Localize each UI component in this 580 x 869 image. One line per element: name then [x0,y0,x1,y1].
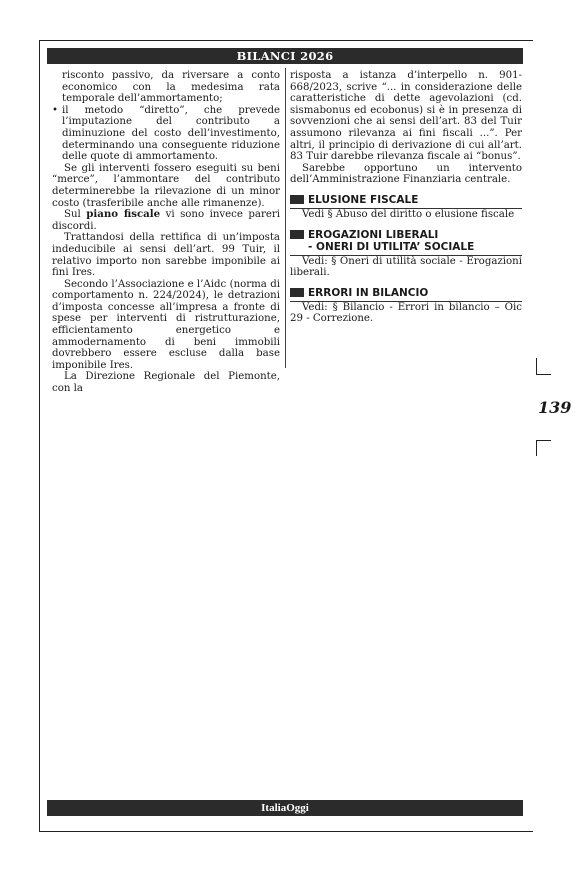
publisher-footer: ItaliaOggi [47,800,523,816]
margin-mark [536,440,551,441]
bullet-item [52,105,280,163]
bullet-text: il metodo “diretto”, che prevede l’imputazione del contributo a diminuzione del costo dell’investimento, determinando una conseguente riduzione delle quote di ammortamento. [62,104,280,163]
section-title-line: - ONERI DI UTILITA’ SOCIALE [308,240,475,253]
paragraph: Trattandosi della rettifica di un’imposta indeducibile ai sensi dell’art. 99 Tuir, il relativo importo non sarebbe imponibile ai fini Ires. [52,232,280,279]
left-column [52,70,280,395]
section-title-text: ELUSIONE FISCALE [308,193,419,206]
text-run: Sul [64,209,87,221]
paragraph: risposta a istanza d’interpello n. 901-668/2023, scrive “... in considerazione delle caratteristiche di dette agevolazioni (cd. sismabonus ed ecobonus) si è in presenza di sovvenzioni che ai sensi dell’art. 83 del Tuir assumono rilevanza ai fini fiscali ...”. Per altri, il principio di derivazione di cui all’art. 83 Tuir darebbe rilevanza fiscale ai “bonus”. [290,70,522,163]
margin-mark [536,358,537,374]
section-title-line: EROGAZIONI LIBERALI [308,228,439,241]
text-run: vi sono invece pareri discordi. [52,209,280,232]
paragraph: Se gli interventi fossero eseguiti su beni “merce”, l’ammontare del contributo determinerebbe la rilevazione di un minor costo (trasferibile anche alle rimanenze). [52,162,280,209]
section-title-text [308,229,474,253]
column-divider [285,68,286,368]
right-column [290,70,522,325]
bullet-icon: • [52,104,59,116]
paragraph: La Direzione Regionale del Piemonte, con la [52,371,280,395]
margin-mark [536,374,551,375]
paragraph: risconto passivo, da riversare a conto economico con la medesima rata temporale dell’ammortamento; [62,70,280,105]
paragraph [52,209,280,232]
section-heading-elusione [290,194,522,209]
section-title-text: ERRORI IN BILANCIO [308,286,429,299]
square-bullet-icon [290,288,304,297]
cross-reference: Vedi § Abuso del diritto o elusione fiscale [302,208,515,220]
emphasis: piano fiscale [86,208,161,221]
cross-reference: Vedi: § Oneri di utilità sociale - Erogazioni liberali. [290,255,522,279]
square-bullet-icon [290,195,304,204]
page-number: 139 [538,398,572,417]
section-heading-erogazioni [290,229,522,256]
running-header: BILANCI 2026 [47,48,523,64]
section-heading-errori [290,287,522,302]
margin-mark [536,440,537,456]
square-bullet-icon [290,230,304,239]
cross-reference: Vedi: § Bilancio - Errori in bilancio – Oic 29 - Correzione. [290,301,522,325]
paragraph: Secondo l’Associazione e l’Aidc (norma di comportamento n. 224/2024), le detrazioni d’imposta concesse all’impresa a fronte di spese per interventi di ristrutturazione, efficientamento energetico e ammodernamento di beni immobili dovrebbero essere escluse dalla base imponibile Ires. [52,278,280,371]
paragraph: Sarebbe opportuno un intervento dell’Amministrazione Finanziaria centrale. [290,162,522,186]
